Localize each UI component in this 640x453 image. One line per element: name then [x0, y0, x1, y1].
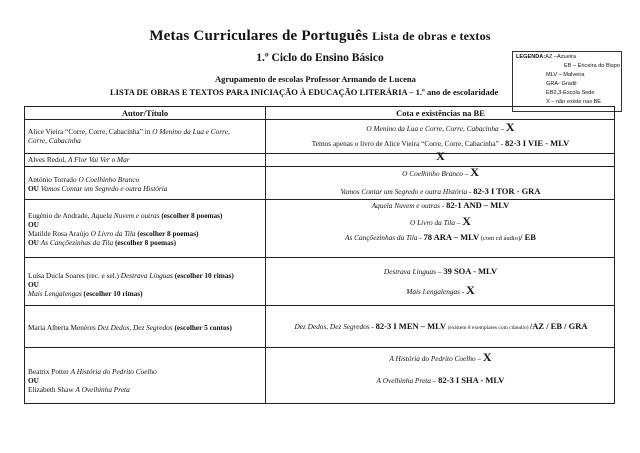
table-row-author: [28, 211, 262, 247]
legend-title: LEGENDA:: [516, 54, 546, 60]
missing-mark: X: [470, 165, 479, 179]
legend-item: GRA- Gradil: [546, 81, 577, 87]
copy-line: [268, 350, 613, 364]
title-text: Dez Dedos, Dez Segredos -: [294, 322, 376, 331]
title-text: A História do Pedrito Coelho –: [389, 354, 483, 363]
author-line: António Torrado O Coelhinho Branco: [28, 175, 140, 184]
call-number: 78 ARA – MLV: [423, 232, 480, 242]
legend-item: MLV – Malveira: [546, 72, 585, 78]
location-codes: / EB: [520, 232, 536, 242]
table-row-author: [28, 367, 262, 394]
call-number: 39 SOA - MLV: [443, 266, 498, 276]
author-line: Alice Vieira “Corre, Corre, Cabacinha” in O Menino da Lua e Corre,: [28, 127, 230, 136]
author-line: Matilde Rosa Araújo O Livro da Tila (escolher 8 poemas): [28, 229, 199, 238]
legend-item: AZ –Azueira: [545, 54, 576, 60]
author-line: OU: [28, 280, 39, 289]
title-text: Mais Lengalengas -: [406, 287, 467, 296]
copy-line: [268, 120, 613, 134]
title-text: Destrava Línguas –: [383, 267, 444, 276]
author-line: Corre, Cabacinha: [28, 136, 81, 145]
table-row-copies: [268, 350, 613, 385]
author-line: Elizabeth Shaw A Ovelhinha Preta: [28, 385, 130, 394]
table-row-copies: [267, 322, 615, 333]
document-title: [0, 28, 640, 45]
list-heading: LISTA DE OBRAS E TEXTOS PARA INICIAÇÃO À EDUCAÇÃO LITERÁRIA – 1.º ano de escolaridade: [110, 87, 499, 97]
call-number: 82-3 I TOR - GRA: [473, 186, 541, 196]
legend-item: EB – Ericeira do Bispo: [564, 63, 620, 69]
copy-line: [268, 139, 613, 148]
title-text: A Ovelhinha Preta –: [376, 376, 439, 385]
missing-mark: X: [466, 283, 475, 297]
missing-mark: X: [462, 214, 471, 228]
row-divider: [25, 166, 614, 167]
copy-line: [267, 322, 615, 333]
call-number: 82-1 AND – MLV: [446, 200, 510, 210]
copy-line: [268, 233, 613, 243]
row-divider: [25, 347, 614, 348]
author-line: Mais Lengalengas (escolher 10 rimas): [28, 289, 143, 298]
row-divider: [25, 199, 614, 200]
copy-line: [268, 267, 613, 276]
legend-item: EB2,3-Escola Sede: [546, 90, 595, 96]
column-divider: [265, 107, 266, 403]
table-row-author: Alves Redol, A Flor Vai Ver o Mar: [28, 155, 130, 164]
author-line: Luísa Ducla Soares (rec. e sel.) Destrava Línguas (escolher 10 rimas): [28, 271, 234, 280]
title-text: Temos apenas o livro de Alice Vieira “Corre, Corre, Cabacinha” -: [311, 139, 505, 148]
call-number: 82-3 I VIE - MLV: [505, 138, 570, 148]
table-row-author: [28, 127, 262, 145]
title-text: As Cançõezinhas da Tila -: [345, 233, 424, 242]
table-row-copies: [268, 165, 613, 196]
copy-line: [268, 187, 613, 196]
legend-row: [516, 53, 618, 62]
call-number: 82-3 I SHA - MLV: [438, 375, 505, 385]
row-divider: [25, 257, 614, 258]
missing-mark: X: [482, 350, 492, 364]
title-tail: Lista de obras e textos: [372, 29, 491, 43]
call-number: 82-3 I MEN – MLV: [375, 321, 447, 331]
location-codes: /AZ / EB / GRA: [529, 321, 588, 331]
works-table: [24, 106, 615, 404]
copy-line: [268, 283, 613, 297]
column-header-copies: Cota e existências na BE: [396, 108, 485, 118]
copy-line: [268, 201, 613, 210]
table-row-copies: [268, 267, 613, 296]
document-subtitle: 1.º Ciclo do Ensino Básico: [256, 52, 384, 64]
author-line: OU: [28, 376, 39, 385]
author-line: Eugénio de Andrade, Aquela Nuvem e outras (escolher 8 poemas): [28, 211, 223, 220]
table-row-copies: [268, 149, 613, 163]
title-text: O Menino da Lua e Corre, Corre, Cabacinha –: [366, 124, 506, 133]
column-header-author: Autor/Título: [121, 108, 169, 118]
title-text: Vamos Contar um Segredo e outra História -: [340, 187, 474, 196]
title-text: O Coelhinho Branco –: [402, 169, 471, 178]
title-text: O Livro da Tila –: [410, 218, 463, 227]
school-name: Agrupamento de escolas Professor Armando de Lucena: [215, 74, 416, 84]
row-divider: [25, 305, 614, 306]
table-row-author: [28, 271, 262, 298]
author-line: Beatrix Potter A História do Pedrito Coelho: [28, 367, 157, 376]
copy-note: (existem 8 exemplares com cdaudio): [446, 325, 530, 331]
copy-line: [268, 214, 613, 228]
copy-note: (com cd áudio): [479, 235, 521, 242]
title-text: Aquela Nuvem e outras -: [371, 201, 447, 210]
table-row-author: [28, 175, 262, 193]
title-main: Metas Curriculares de Português: [149, 28, 369, 44]
copy-line: [268, 165, 613, 179]
author-line: OU Vamos Contar um Segredo e outra História: [28, 184, 168, 193]
table-row-copies: [268, 201, 613, 243]
table-row-copies: [268, 120, 613, 148]
missing-mark: X: [505, 120, 515, 134]
row-divider: [25, 119, 614, 120]
author-line: OU: [28, 220, 39, 229]
copy-line: [268, 376, 613, 385]
legend-item: X – não existe nas BE: [546, 99, 602, 105]
table-row-author: Maria Alberta Menéres Dez Dedos, Dez Segredos (escolher 5 contos): [28, 323, 232, 332]
author-line: OU As Cançõezinhas da Tila (escolher 8 poemas): [28, 238, 177, 247]
legend-box: [512, 51, 622, 112]
missing-mark: X: [436, 149, 445, 163]
